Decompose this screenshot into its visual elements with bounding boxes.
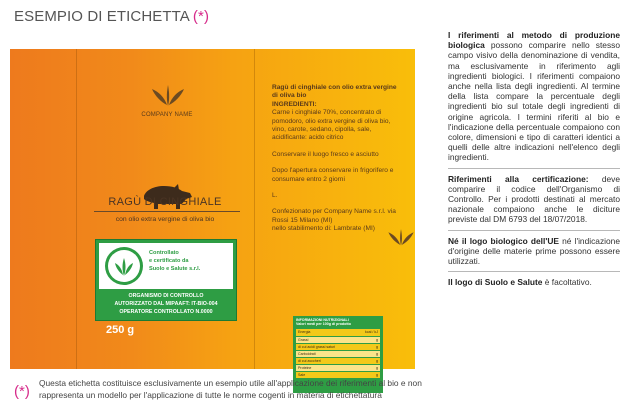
nutrient-value: g [355,371,380,378]
explanation-text: deve comparire il codice dell'Organismo di Controllo. Per i prodotti destinati al mercato nazionale compaiono anche le diciture previste dal DM 6793 del 18/07/2018. [448,173,620,225]
nutrient-value: g [355,364,380,371]
table-row [296,336,380,343]
plant-text: nello stabilimento di: Lambrate (MI) [272,225,375,233]
cert-line: Suolo e Salute s.r.l. [149,266,201,272]
cert-line: e certificato da [149,258,189,264]
nutrient-value: g [355,357,380,364]
company-leaf-icon [149,83,187,107]
product-name-divider [94,211,240,212]
suolo-salute-logo-icon [105,247,143,285]
nutrient-value: g [355,343,380,350]
explanation-bold: Il logo di Suolo e Salute [448,277,543,288]
explanation-paragraph [448,236,620,267]
title-asterisk-mark: (*) [192,8,210,25]
certification-box [95,239,237,321]
explanation-paragraph [448,174,620,225]
product-label [10,49,415,377]
page-title [14,8,209,25]
control-body-line: OPERATORE CONTROLLATO N.0000 [119,309,213,315]
explanation-text: né l'indicazione d'origine delle materie prime possono essere utilizzati. [448,235,620,267]
ingredients-panel [272,84,400,234]
product-subtitle: con olio extra vergine di oliva bio [115,216,215,223]
nutrient-name: Sale [296,371,355,378]
lot-text: L. [272,192,278,200]
explanation-text: è facoltativo. [542,277,592,288]
nutrient-value: g [355,350,380,357]
explanation-paragraph [448,277,620,287]
cert-line: Controllato [149,250,179,256]
explanation-paragraph [448,30,620,163]
cert-logo-panel [99,243,233,289]
explanation-bold: Né il logo biologico dell'UE [448,235,559,246]
control-body-line: ORGANISMO DI CONTROLLO [128,293,204,299]
ingredients-title: Ragù di cinghiale con olio extra vergine di oliva bio [272,84,397,100]
nutrient-name: Energia [296,329,355,336]
table-row [296,343,380,350]
storage-text: Conservare il luogo fresco e asciutto [272,150,379,158]
product-name: RAGÙ DI CINGHIALE [108,196,222,208]
nutrient-value: kcal / kJ [355,329,380,336]
company-name: COMPANY NAME [141,112,193,118]
ingredients-text: Carne i cinghiale 70%, concentrato di pomodoro, olio extra vergine di oliva bio, vino, carote, sedano, cipolla, sale, acidificante: acido citrico [272,109,391,142]
control-body-text [98,292,234,316]
table-row [296,329,380,336]
footnote-text: Questa etichetta costituisce esclusivamente un esempio utile all'applicazione dei riferimenti al bio e non rappresenta un modello per l'applicazione di tutte le norme cogenti in materia di etichettatura [39,378,422,400]
nutrient-name: Proteine [296,364,355,371]
after-opening-text: Dopo l'apertura conservare in frigorifero e consumare entro 2 giorni [272,167,394,183]
table-row [296,364,380,371]
nutrition-table [296,329,380,379]
divider [448,168,620,169]
explanation-bold: I riferimenti al metodo di produzione biologica [448,30,620,51]
title-text: ESEMPIO DI ETICHETTA [14,8,190,25]
nutrient-name: di cui acidi grassi saturi [296,343,355,350]
explanation-panel [448,30,620,287]
nutrition-header-line: Valori medi per 100g di prodotto [296,322,351,327]
net-weight: 250 g [106,324,135,336]
footnote-asterisk-mark: (*) [14,383,30,400]
cert-logo-text [149,249,233,273]
table-row [296,350,380,357]
packaged-by-text: Confezionato per Company Name s.r.l. via Rossi 15 Milano (MI) [272,208,396,224]
explanation-bold: Riferimenti alla certificazione: [448,173,589,184]
nutrient-name: di cui zuccheri [296,357,355,364]
nutrient-name: Carboidrati [296,350,355,357]
ingredients-heading: INGREDIENTI: [272,100,317,108]
label-fold-line [254,49,255,369]
control-body-line: AUTORIZZATO DAL MIPAAFT: IT-BIO-004 [114,301,218,307]
divider [448,271,620,272]
nutrition-header-line: INFORMAZIONI NUTRIZIONALI [296,318,349,322]
table-row [296,371,380,378]
label-fold-line [76,49,77,369]
nutrition-header [296,318,380,327]
explanation-text: possono comparire nello stesso campo visivo della denominazione di vendita, ma esclusivamente in riferimento agli ingredienti biologici. I riferimenti compaiono anche nella lista degli ingredienti. Al termine della lista compare la percentuale degli ingredienti bio sul totale degli ingredienti di origine agricola. I termini riferiti al bio e l'indicazione della percentuale compaiono con colore, dimensioni e tipo di caratteri identici a quelli delle altre indicazioni nell'elenco degli ingredienti. [448,40,620,163]
nutrient-value: g [355,336,380,343]
leaf-icon [108,250,140,282]
company-leaf-icon-small [386,227,416,247]
table-row [296,357,380,364]
divider [448,230,620,231]
nutrient-name: Grassi [296,336,355,343]
